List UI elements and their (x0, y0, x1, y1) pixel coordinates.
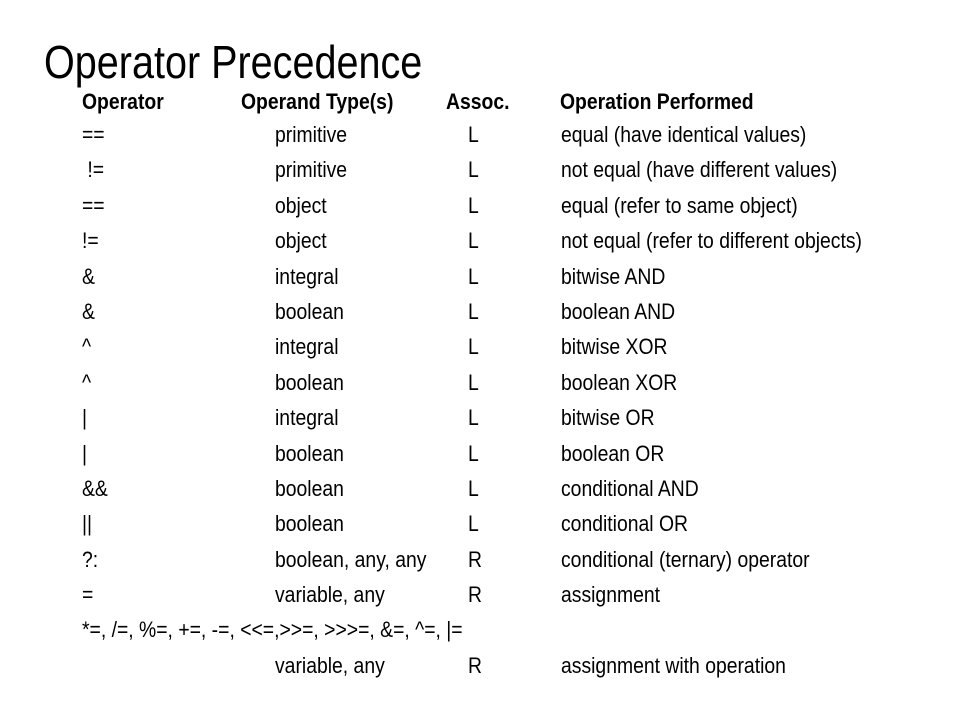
assoc-cell: L (468, 511, 479, 537)
header-operation: Operation Performed (560, 89, 754, 114)
operand-type-cell: boolean (275, 440, 344, 466)
operation-cell: assignment with operation (561, 652, 786, 678)
table-row (0, 259, 960, 294)
assoc-cell: R (468, 582, 482, 608)
operation-cell: bitwise OR (561, 405, 655, 431)
table-row (0, 223, 960, 258)
operator-cell: | (82, 405, 88, 431)
assoc-cell: L (468, 192, 479, 218)
table-row (0, 294, 960, 329)
table-header (0, 86, 960, 118)
operator-cell: != (82, 228, 99, 254)
table-row (0, 329, 960, 364)
operation-cell: conditional (ternary) operator (561, 546, 810, 572)
compound-operators-list: *=, /=, %=, +=, -=, <<=,>>=, >>>=, &=, ^=, |= (82, 617, 463, 643)
operator-cell: == (82, 122, 105, 147)
assoc-cell: L (468, 405, 479, 431)
operand-type-cell: boolean, any, any (275, 546, 427, 572)
table-row (0, 152, 960, 187)
operand-type-cell: object (275, 228, 327, 254)
operator-table (0, 117, 960, 683)
assoc-cell: R (468, 652, 482, 678)
table-row (0, 400, 960, 435)
operation-cell: boolean OR (561, 440, 665, 466)
assoc-cell: R (468, 546, 482, 572)
operation-cell: conditional AND (561, 475, 699, 501)
table-row (0, 365, 960, 400)
operand-type-cell: boolean (275, 369, 344, 395)
operation-cell: conditional OR (561, 511, 688, 537)
operation-cell: equal (refer to same object) (561, 192, 798, 218)
slide-title: Operator Precedence (44, 36, 423, 88)
table-row (0, 577, 960, 612)
operation-cell: not equal (refer to different objects) (561, 228, 862, 254)
operand-type-cell: primitive (275, 122, 348, 147)
operand-type-cell: integral (275, 334, 339, 360)
operand-type-cell: integral (275, 405, 339, 431)
table-row (0, 648, 960, 683)
operator-cell: ^ (82, 369, 92, 395)
table-row (0, 471, 960, 506)
table-row (0, 436, 960, 471)
operation-cell: equal (have identical values) (561, 122, 807, 147)
table-row (0, 117, 960, 152)
operator-cell: & (82, 263, 95, 289)
operation-cell: bitwise AND (561, 263, 666, 289)
header-operator: Operator (82, 89, 164, 114)
operand-type-cell: boolean (275, 475, 344, 501)
operation-cell: bitwise XOR (561, 334, 668, 360)
table-row (0, 188, 960, 223)
operator-cell: ^ (82, 334, 92, 360)
operator-cell: | (82, 440, 88, 466)
assoc-cell: L (468, 440, 479, 466)
assoc-cell: L (468, 228, 479, 254)
operator-cell: != (82, 157, 105, 183)
operation-cell: boolean XOR (561, 369, 678, 395)
table-row (0, 506, 960, 541)
header-operand-types: Operand Type(s) (241, 89, 394, 114)
operation-cell: assignment (561, 582, 661, 608)
operator-cell: = (82, 582, 94, 608)
assoc-cell: L (468, 475, 479, 501)
assoc-cell: L (468, 263, 479, 289)
assoc-cell: L (468, 157, 479, 183)
header-assoc: Assoc. (446, 89, 510, 114)
operand-type-cell: variable, any (275, 652, 385, 678)
operand-type-cell: boolean (275, 298, 344, 324)
operand-type-cell: boolean (275, 511, 344, 537)
operator-cell: && (82, 475, 108, 501)
assoc-cell: L (468, 369, 479, 395)
assoc-cell: L (468, 122, 479, 147)
operation-cell: not equal (have different values) (561, 157, 838, 183)
operand-type-cell: object (275, 192, 327, 218)
operand-type-cell: variable, any (275, 582, 385, 608)
table-row (0, 542, 960, 577)
assoc-cell: L (468, 334, 479, 360)
assoc-cell: L (468, 298, 479, 324)
operator-cell: || (82, 511, 93, 537)
operand-type-cell: integral (275, 263, 339, 289)
operator-cell: & (82, 298, 95, 324)
operand-type-cell: primitive (275, 157, 348, 183)
operator-cell: == (82, 192, 105, 218)
operator-cell: ?: (82, 546, 99, 572)
compound-operators-row (0, 612, 960, 647)
operation-cell: boolean AND (561, 298, 676, 324)
